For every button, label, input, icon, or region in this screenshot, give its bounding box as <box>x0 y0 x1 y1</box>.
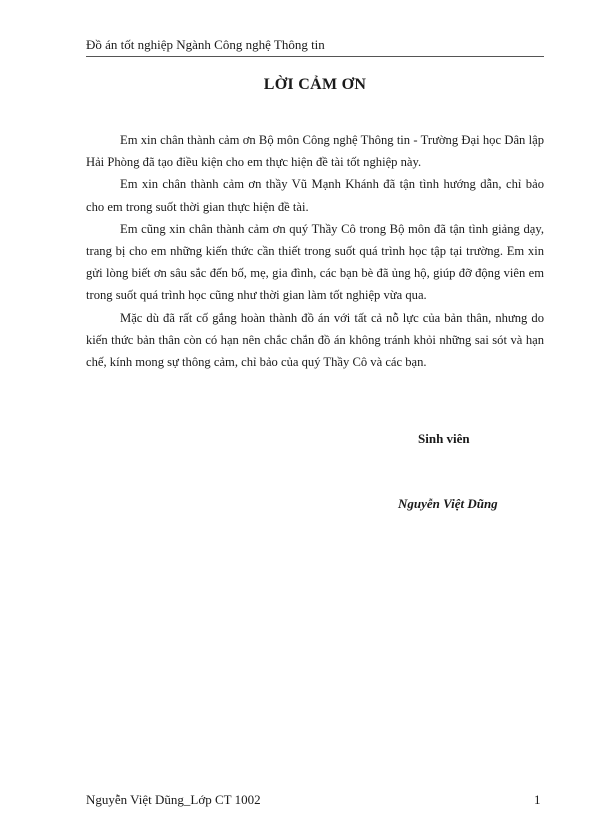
page-title: LỜI CẢM ƠN <box>263 76 367 93</box>
page-header: Đồ án tốt nghiệp Ngành Công nghệ Thông tin <box>86 37 544 57</box>
paragraph: Em xin chân thành cảm ơn Bộ môn Công nghệ Thông tin - Trường Đại học Dân lập Hải Phòng đã tạo điều kiện cho em thực hiện đề tài tốt nghiệp này. <box>86 133 544 170</box>
page-number: 1 <box>534 792 541 807</box>
page-footer: Nguyễn Việt Dũng_Lớp CT 1002 <box>86 792 261 807</box>
signature-label: Sinh viên <box>418 431 470 446</box>
paragraph: Em cũng xin chân thành cảm ơn quý Thầy Cô trong Bộ môn đã tận tình giảng dạy, trang bị cho em những kiến thức cần thiết trong suốt quá trình học tập tại trường. Em xin gửi lòng biết ơn sâu sắc đến bố, mẹ, gia đình, các bạn bè đã ủng hộ, giúp đỡ động viên em trong suốt quá trình học cũng như thời gian làm tốt nghiệp vừa qua. <box>86 221 544 303</box>
paragraph: Em xin chân thành cảm ơn thầy Vũ Mạnh Khánh đã tận tình hướng dẫn, chỉ bảo cho em trong suốt thời gian thực hiện đề tài. <box>86 177 544 214</box>
body-text <box>86 129 544 373</box>
paragraph: Mặc dù đã rất cố gắng hoàn thành đồ án với tất cả nỗ lực của bản thân, nhưng do kiến thức bản thân còn có hạn nên chắc chắn đồ án không tránh khỏi những sai sót và hạn chế, kính mong sự thông cảm, chỉ bảo của quý Thầy Cô và các bạn. <box>86 310 544 370</box>
signature-name: Nguyễn Việt Dũng <box>398 496 498 511</box>
